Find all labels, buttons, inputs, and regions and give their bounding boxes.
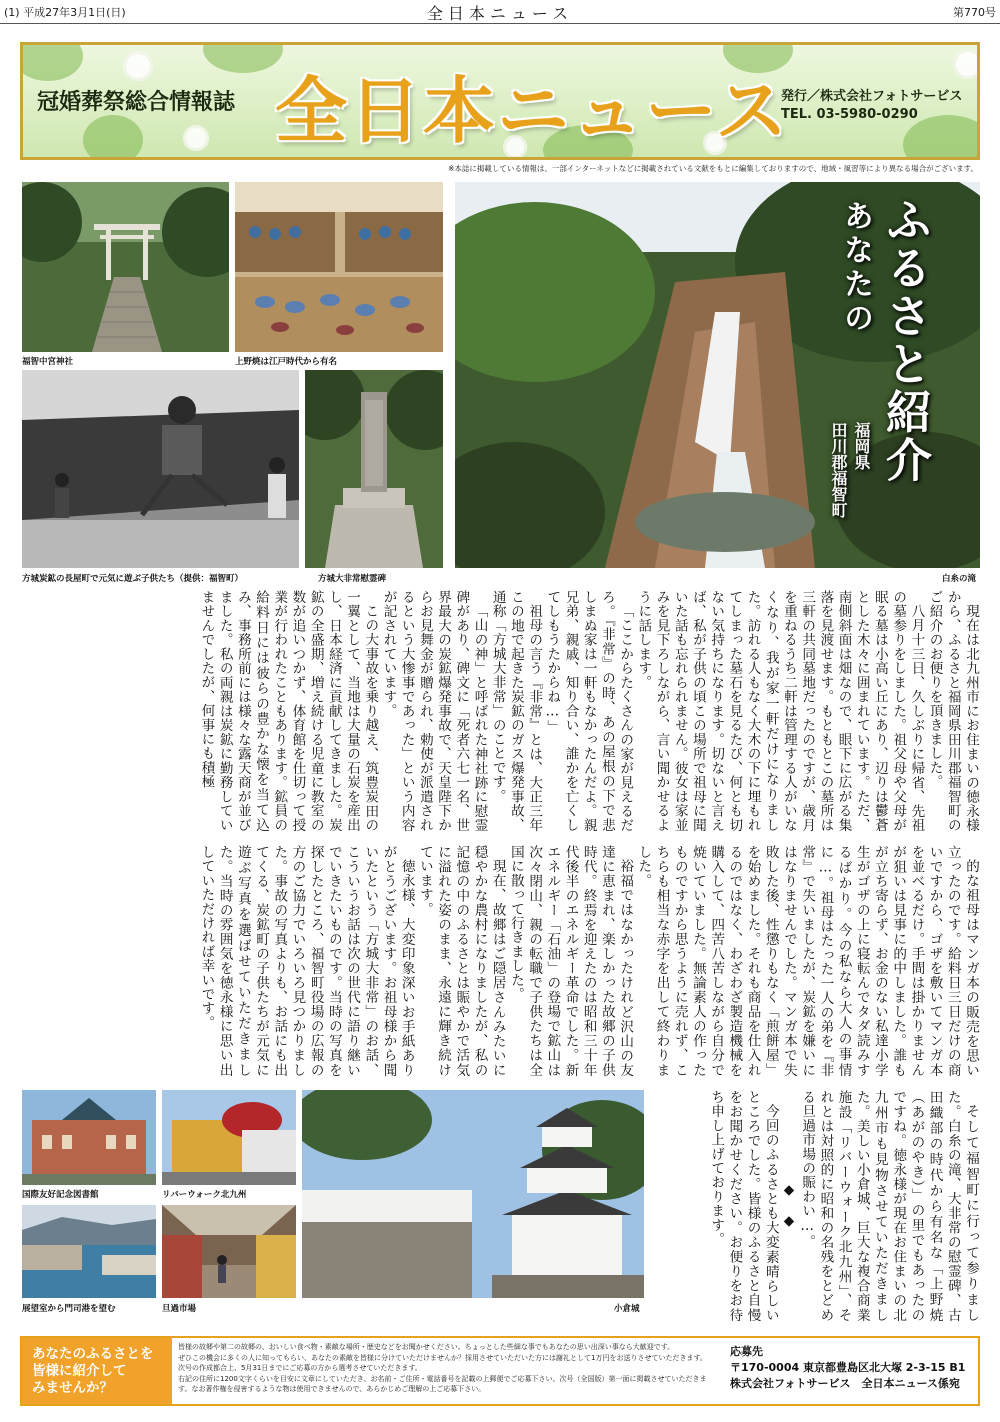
invite-line: 皆様に紹介して	[32, 1363, 127, 1379]
hero-location-pref: 福岡県	[852, 422, 871, 470]
apply-label: 応募先	[730, 1345, 763, 1358]
library-photo	[22, 1090, 156, 1185]
clover-leaf-decoration	[20, 42, 83, 81]
description-line: 右記の住所に1200文字くらいを目安に文章にしていただき、お名前・ご住所・電話番号を記載の上郵便でご応募下さい。次号（全国版）第一面に掲載させていただきます。なお著作権を侵害するような物は使用できませんので、あらかじめご理解の上ご応募下さい。	[178, 1374, 707, 1394]
apply-recipient: 株式会社フォトサービス 全日本ニュース係宛	[730, 1377, 960, 1390]
disclaimer-notice: ※本誌に掲載している情報は、一部インターネットなどに掲載されている文献をもとに編集しておりますので、地域・風習等により異なる場合がございます。	[448, 164, 978, 173]
article-closing: 今回のふるさとも大変素晴らしいところでした。皆様のふるさと自慢をお聞かせください。お便りをお待ち申し上げております。	[708, 1090, 779, 1322]
masthead-strip	[0, 0, 1000, 24]
flower-decoration	[953, 49, 980, 79]
library-caption: 国際友好記念図書館	[22, 1190, 99, 1200]
waterfall-hero-photo	[455, 182, 980, 568]
section-divider: ◆ ◆	[780, 1182, 797, 1230]
article-paragraph: 徳永様、大変印象深いお手紙ありがとうございます。お祖母様から聞いたという「方城大非常」のお話、こういうお話は次の世代に語り継いでいきたいものです。当時の写真を探したところ、福智町役場の広報の方のご協力でいろいろ見つかりました。事故の写真よりも、お話にも出てくる、炭鉱町の子供たちが元気に遊ぶ写真を選ばせていただきました。当時の雰囲気を徳永様に思い出していただければ幸いです。	[198, 845, 415, 1077]
monument-photo	[305, 370, 443, 568]
market-photo	[162, 1205, 296, 1298]
flower-decoration	[183, 125, 209, 151]
hero-title-line2: ふるさと紹介	[879, 196, 933, 484]
magazine-title: 全日本ニュース	[275, 69, 790, 153]
article-paragraph: 裕福ではなかったけれど沢山の友達に恵まれ、楽しかった故郷の子供時代。終焉を迎えたのは昭和三十年代後半のエネルギー革命でした。新エネルギー「石油」の登場で鉱山は次々閉山、親の転職で子供たちは全国に散って行きました。	[507, 845, 634, 1077]
shrine-photo	[22, 182, 229, 352]
publisher-tel: TEL. 03-5980-0290	[781, 107, 918, 122]
monument-caption: 方城大非常慰霊碑	[318, 574, 387, 584]
riverwalk-caption: リバーウォーク北九州	[162, 1190, 247, 1200]
article-paragraph: 「山の神」と呼ばれた神社跡に慰霊碑があり、碑文に「死者六七一名、世界最大の炭鉱爆発事故で、天皇陛下からお見舞金が贈られ、勅使が派遣されるという大惨事であった」という内容が記されています。	[380, 590, 488, 832]
article-paragraph: 「ここからたくさんの家が見えるだろ。『非常』の時、あの屋根の下で悲しまぬ家は一軒もなかったんだよ。親兄弟、親戚、知り合い、誰かを亡くしてしもうたからね…」	[544, 590, 634, 832]
invite-heading	[22, 1338, 172, 1404]
issue-date: (1) 平成27年3月1日(日)	[4, 6, 126, 19]
article-paragraph: 的な祖母はマンガ本の販売を思い立ったのです。給料日三日だけの商いですから、ゴザを敷いてマンガ本を並べるだけ。手間は掛かりませんが狙いは見事に的中しました。誰もが立ち寄らず、お金のない私達小学生がゴザの上に寝転んでタダ読みするばかり。今の私なら大人の事情に…。祖母はたった一人の弟を『非常』で失いましたが、炭鉱を嫌いにはなりませんでした。マンガ本で失敗した後、性懲りもなく「煎餅屋」を始めました。それも商品を仕入れるのではなく、わざわざ製造機械を購入して、四苦八苦しながら自分で焼いていました。無論素人の作ったものですから思うように売れず、こちらも相当な赤字を出して終わりました。	[635, 845, 979, 1077]
hero-title-line1: あなたの	[838, 200, 873, 336]
article-paragraph: 現在、故郷はご隠居さんみたいに穏やかな農村になりましたが、私の記憶の中のふるさとは賑やかで活気に溢れた姿のまま、永遠に輝き続けています。	[416, 845, 506, 1077]
children-photo	[22, 370, 299, 568]
clover-leaf-decoration	[203, 42, 283, 73]
castle-photo	[302, 1090, 644, 1298]
submission-description	[178, 1342, 708, 1395]
title-banner	[20, 42, 980, 160]
article-middle-band	[20, 845, 980, 1077]
article-paragraph: 祖母の言う『非常』とは、大正三年この地で起きた炭鉱のガス爆発事故、通称「方城大非常」のことです。	[489, 590, 543, 832]
pottery-photo	[235, 182, 443, 352]
shrine-caption: 福智中宮神社	[22, 357, 74, 367]
magazine-subtitle: 冠婚葬祭総合情報誌	[37, 90, 236, 115]
submission-box	[20, 1336, 980, 1406]
invite-line: みませんか？	[32, 1380, 113, 1396]
harbor-photo	[22, 1205, 156, 1298]
children-caption: 方城炭鉱の長屋町で元気に遊ぶ子供たち（提供：福智町）	[22, 574, 244, 584]
harbor-caption: 展望室から門司港を望む	[22, 1304, 116, 1314]
article-top-band	[20, 590, 980, 832]
description-line: 皆様の故郷や第二の故郷の、おいしい食べ物・素敵な場所・歴史などをお聞かせください。ちょっとした些細な事でもあなたの思い出深い事なら大歓迎です。	[178, 1343, 675, 1351]
paper-name: 全日本ニュース	[426, 4, 574, 23]
issue-number: 第770号	[953, 6, 996, 19]
waterfall-caption: 白糸の滝	[942, 574, 977, 584]
publisher: 発行／株式会社フォトサービス	[781, 89, 963, 104]
hero-location-town: 田川郡福智町	[829, 422, 848, 518]
application-address	[730, 1344, 965, 1392]
description-line: ぜひこの機会に多くの人に知ってもらい、あなたの素敵を皆様に分けていただけませんか？採用させていただいた方には謝礼として1万円をお送りさせていただきます。次号の作成都合上、5月31日までにご応募の方から選考させていただきます。	[178, 1353, 707, 1373]
article-paragraph: 八月十三日、久しぶりに帰省、先祖の墓参りをしました。祖父母や父母が眠る墓は小高い丘にあり、辺りは鬱蒼とした木々に囲まれています。ただ、南側斜面は畑なので、眼下に広がる集落を見渡せます。もともとこの墓所は三軒の共同墓地だったのですが、歳月を重ねるうち二軒は管理する人がいなくなり、我が家一軒だけになりました。訪れる人もなく大木の下に埋もれてしまった墓石を見るたび、何とも切ない気持ちになります。切ないと言えば、私が子供の頃この場所で祖母に聞いた話も忘れられません。彼女は家並みを見下ろしながら、言い聞かせるように話します。	[635, 590, 925, 832]
flower-decoration	[123, 51, 153, 81]
article-paragraph: この大事故を乗り越え、筑豊炭田の一翼として、当地は大量の石炭を産出し、日本経済に貢献してきました。炭鉱の全盛期、増え続ける児童に教室の数が追いつかず、体育館を仕切って授業が行われたこともあります。鉱員の給料日には彼らの豊かな懐を当て込み、事務所前には様々な露天商が並びました。私の両親は炭鉱に勤務していませんでしたが、何事にも積極	[198, 590, 379, 832]
article-paragraph: そして福智町に行って参りました。白糸の滝、大非常の慰霊碑、古田織部の時代から有名な「上野焼（あがのやき）」の里でもあったのですね。徳永様が現在お住まいの北九州市も見物させていただきました。美しい小倉城、巨大な複合商業施設「リバーウォーク北九州」、それとは対照的に昭和の名残をとどめる旦過市場の賑わい…。	[799, 1090, 979, 1322]
article-bottom-block	[660, 1090, 980, 1322]
castle-caption: 小倉城	[614, 1304, 640, 1314]
invite-line: あなたのふるさとを	[32, 1346, 154, 1362]
pottery-caption: 上野焼は江戸時代から有名	[235, 357, 338, 367]
clover-leaf-decoration	[83, 115, 143, 160]
article-intro: 現在は北九州市にお住まいの徳永様から、ふるさと福岡県田川郡福智町のご紹介のお便りを頂きました。	[926, 590, 979, 832]
market-caption: 旦過市場	[162, 1304, 197, 1314]
apply-postal-address: 〒170-0004 東京都豊島区北大塚 2-3-15 B1	[730, 1361, 966, 1374]
riverwalk-photo	[162, 1090, 296, 1185]
